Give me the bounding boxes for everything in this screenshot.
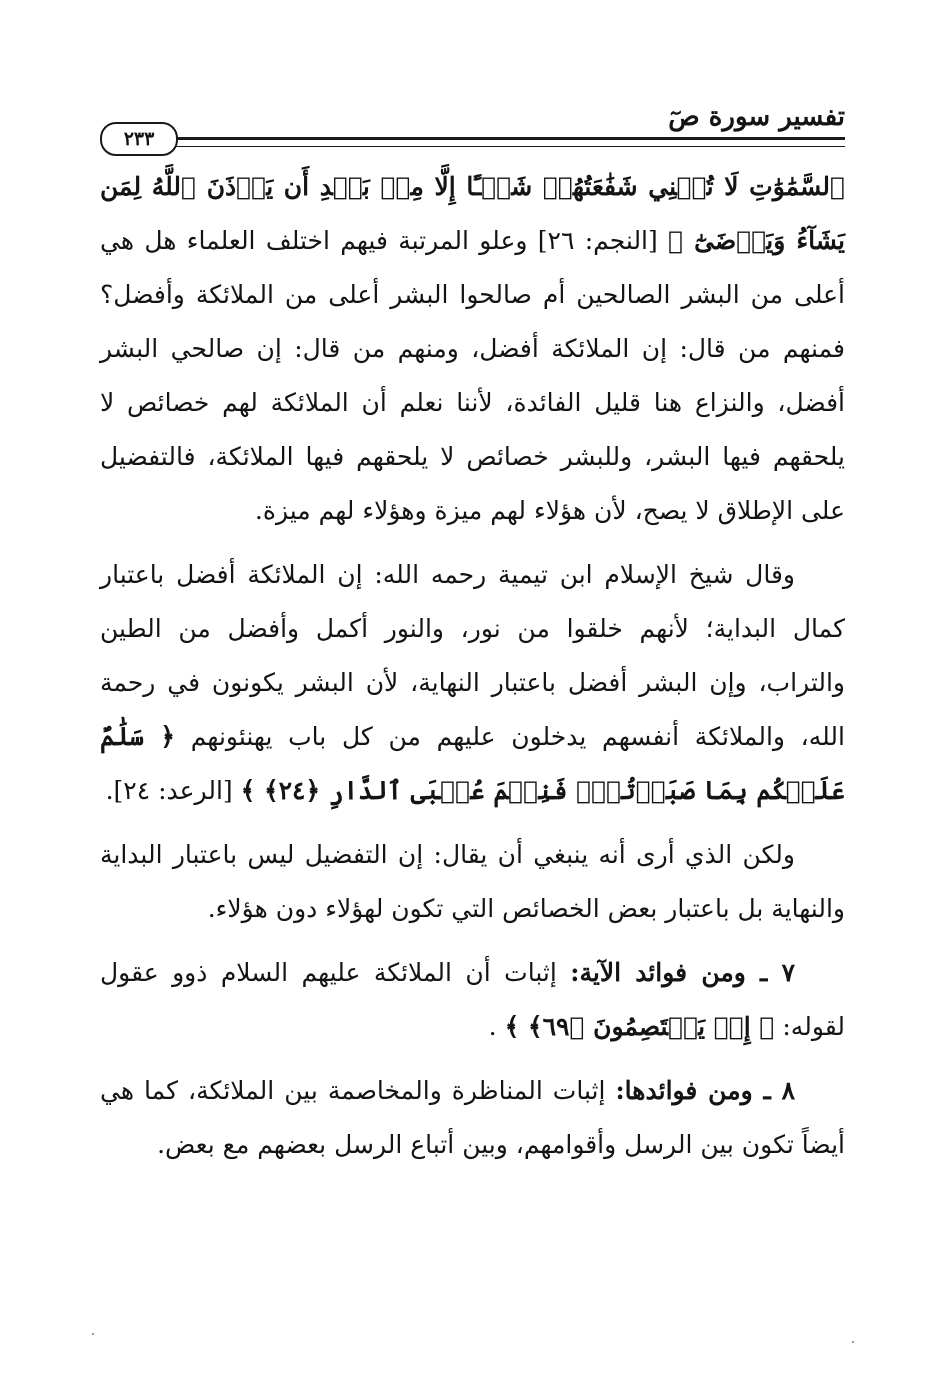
paragraph-text: إثبات أن الملائكة عليهم السلام ذوو عقول لقوله:: [100, 958, 845, 1041]
quran-verse: ﴿ سَلَٰمٌ عَلَيۡكُم بِمَا صَبَرۡتُمۡۚ فَنِعۡمَ عُقۡبَى ٱلدَّارِ ﴿٢٤﴾ ﴾: [100, 722, 845, 805]
page-header: [100, 92, 845, 154]
page-number: ٢٣٣: [100, 122, 178, 156]
paragraph-3: [100, 828, 845, 936]
benefit-label: ٨ ـ ومن فوائدها:: [615, 1076, 796, 1105]
paragraph-text: [النجم: ٢٦] وعلو المرتبة فيهم اختلف العلماء هل هي أعلى من البشر الصالحين أم صالحوا البشر أعلى من الملائكة وأفضل؟ فمنهم من قال: إن الملائكة أفضل، ومنهم من قال: إن صالحي البشر أفضل، والنزاع هنا قليل الفائدة، لأننا نعلم أن الملائكة لهم خصائص لا يلحقهم فيها البشر، وللبشر خصائص لا يلحقهم فيها الملائكة، فالتفضيل على الإطلاق لا يصح، لأن هؤلاء لهم ميزة وهؤلاء لهم ميزة.: [100, 226, 845, 525]
benefit-label: ٧ ـ ومن فوائد الآية:: [570, 958, 795, 987]
body-text: [100, 160, 845, 1182]
scan-speck: [852, 1341, 854, 1343]
paragraph-text: إثبات المناظرة والمخاصمة بين الملائكة، كما هي أيضاً تكون بين الرسل وأقوامهم، وبين أتباع الرسل بعضهم مع بعض.: [100, 1076, 845, 1159]
running-title: تفسير سورة صٓ: [668, 102, 845, 132]
paragraph-end: .: [488, 1012, 497, 1041]
header-rule: [170, 137, 845, 147]
paragraph-2: [100, 548, 845, 818]
paragraph-text: وقال شيخ الإسلام ابن تيمية رحمه الله: إن الملائكة أفضل باعتبار كمال البداية؛ لأنهم خلقوا من نور، والنور أكمل وأفضل من الطين والتراب، وإن البشر أفضل باعتبار النهاية، لأن البشر يكونون في رحمة الله، والملائكة أنفسهم يدخلون عليهم من كل باب يهنئونهم: [100, 560, 845, 751]
scan-speck: [92, 1333, 94, 1335]
paragraph-4: [100, 946, 845, 1054]
quran-verse: ٱلسَّمَٰوَٰتِ لَا تُغۡنِي شَفَٰعَتُهُمۡ شَيۡـًٔا إِلَّا مِنۢ بَعۡدِ أَن يَأۡذَنَ ٱللَّهُ لِمَن يَشَآءُ وَيَرۡضَىٰٓ ﴾: [100, 172, 845, 255]
paragraph-text: ولكن الذي أرى أنه ينبغي أن يقال: إن التفضيل ليس باعتبار البداية والنهاية بل باعتبار بعض الخصائص التي تكون لهؤلاء دون هؤلاء.: [100, 840, 845, 923]
paragraph-5: [100, 1064, 845, 1172]
quran-verse: ﴿ إِذۡ يَخۡتَصِمُونَ ﴿٦٩﴾ ﴾: [504, 1012, 775, 1041]
verse-reference: [الرعد: ٢٤].: [105, 776, 233, 805]
paragraph-1: [100, 160, 845, 538]
